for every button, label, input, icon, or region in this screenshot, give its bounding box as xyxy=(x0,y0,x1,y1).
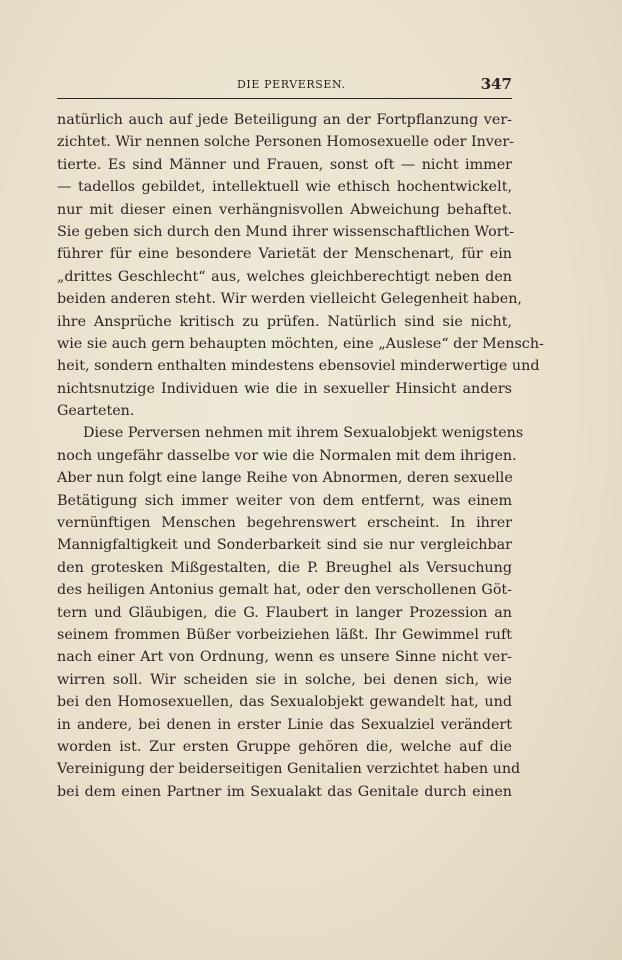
text-line: bei dem einen Partner im Sexualakt das Genitale durch einen xyxy=(57,783,512,800)
page-number: 347 xyxy=(480,75,512,93)
text-line: wirren soll. Wir scheiden sie in solche, bei denen sich, wie xyxy=(57,671,512,688)
text-line: tern und Gläubigen, die G. Flaubert in langer Prozession an xyxy=(57,604,512,621)
text-line: „drittes Geschlecht“ aus, welches gleichberechtigt neben den xyxy=(57,268,512,285)
text-line: nur mit dieser einen verhängnisvollen Abweichung behaftet. xyxy=(57,201,512,218)
text-line: — tadellos gebildet, intellektuell wie ethisch hochentwickelt, xyxy=(57,179,512,196)
text-line: Mannigfaltigkeit und Sonderbarkeit sind sie nur vergleichbar xyxy=(57,537,512,554)
text-line: seinem frommen Büßer vorbeiziehen läßt. Ihr Gewimmel ruft xyxy=(57,626,512,643)
text-line: Aber nun folgt eine lange Reihe von Abnormen, deren sexuelle xyxy=(57,470,513,487)
text-line: Gearteten. xyxy=(57,403,135,420)
text-line: noch ungefähr dasselbe vor wie die Normalen mit dem ihrigen. xyxy=(57,447,517,464)
text-line: ihre Ansprüche kritisch zu prüfen. Natürlich sind sie nicht, xyxy=(57,313,512,330)
text-line: Diese Perversen nehmen mit ihrem Sexualobjekt wenigstens xyxy=(83,425,524,442)
text-line: führer für eine besondere Varietät der Menschenart, für ein xyxy=(57,246,512,263)
text-line: beiden anderen steht. Wir werden vielleicht Gelegenheit haben, xyxy=(57,291,522,308)
text-line: tierte. Es sind Männer und Frauen, sonst oft — nicht immer xyxy=(57,156,512,173)
header-rule xyxy=(57,98,512,99)
text-line: Sie geben sich durch den Mund ihrer wissenschaftlichen Wort- xyxy=(57,223,515,240)
text-line: den grotesken Mißgestalten, die P. Breughel als Versuchung xyxy=(57,559,512,576)
text-line: natürlich auch auf jede Beteiligung an der Fortpflanzung ver- xyxy=(57,112,512,128)
page-header xyxy=(57,76,512,98)
body-text xyxy=(57,109,544,803)
running-title: DIE PERVERSEN. xyxy=(237,78,346,91)
text-line: in andere, bei denen in erster Linie das Sexualziel verändert xyxy=(57,716,512,733)
text-line: nichtsnutzige Individuen wie die in sexueller Hinsicht anders xyxy=(57,380,512,397)
text-line: heit, sondern enthalten mindestens ebensoviel minderwertige und xyxy=(57,358,540,375)
text-line: vernünftigen Menschen begehrenswert erscheint. In ihrer xyxy=(57,515,512,532)
text-line: zichtet. Wir nennen solche Personen Homosexuelle oder Inver- xyxy=(57,134,515,151)
text-line: des heiligen Antonius gemalt hat, oder den verschollenen Göt- xyxy=(57,582,512,599)
text-line: Vereinigung der beiderseitigen Genitalien verzichtet haben und xyxy=(57,761,521,778)
text-line: wie sie auch gern behaupten möchten, eine „Auslese“ der Mensch- xyxy=(57,335,544,352)
text-line: nach einer Art von Ordnung, wenn es unsere Sinne nicht ver- xyxy=(57,649,512,666)
text-line: worden ist. Zur ersten Gruppe gehören die, welche auf die xyxy=(57,738,512,755)
text-line: Betätigung sich immer weiter von dem entfernt, was einem xyxy=(57,492,512,509)
text-line: bei den Homosexuellen, das Sexualobjekt gewandelt hat, und xyxy=(57,694,512,711)
